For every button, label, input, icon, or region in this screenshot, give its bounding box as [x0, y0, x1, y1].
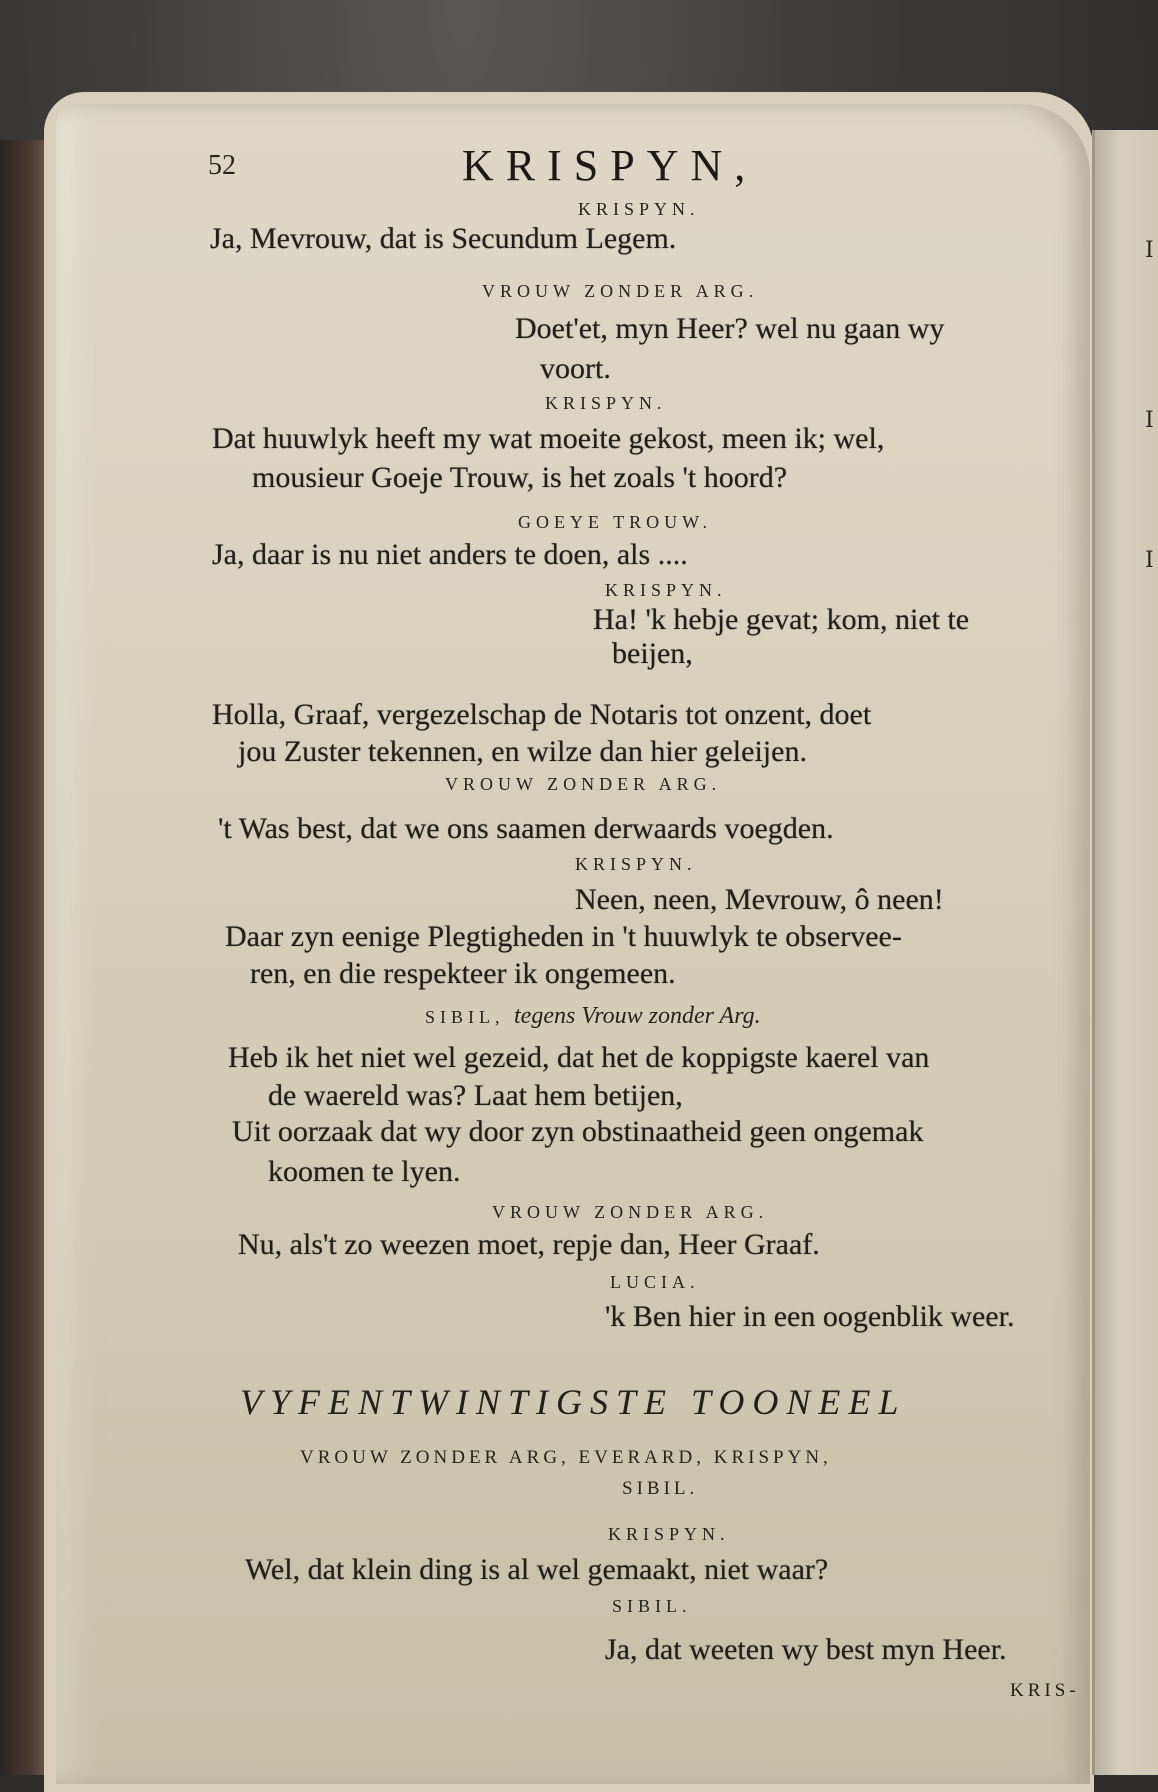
speech-line: beijen,	[612, 637, 693, 670]
speech-line: Daar zyn eenige Plegtigheden in 't huuwlyk te observee-	[225, 920, 902, 953]
speaker-label: VROUW ZONDER ARG.	[482, 281, 759, 301]
facing-page-glyph: I	[1145, 238, 1154, 263]
speaker-label: SIBIL.	[612, 1596, 692, 1616]
speech-line: Nu, als't zo weezen moet, repje dan, Heer Graaf.	[238, 1228, 820, 1261]
speech-line: 't Was best, dat we ons saamen derwaards voegden.	[218, 812, 834, 845]
speaker-label: KRISPYN.	[608, 1524, 730, 1544]
running-head: KRISPYN,	[462, 141, 758, 190]
speaker-name: SIBIL,	[425, 1007, 505, 1027]
speech-line: de waereld was? Laat hem betijen,	[268, 1079, 683, 1112]
speech-line: mousieur Goeje Trouw, is het zoals 't hoord?	[252, 461, 788, 494]
speech-line: Neen, neen, Mevrouw, ô neen!	[575, 883, 944, 916]
facing-page-glyph: I	[1145, 408, 1154, 433]
page-number: 52	[208, 150, 236, 181]
speech-line: Uit oorzaak dat wy door zyn obstinaatheid geen ongemak	[232, 1115, 924, 1148]
speech-line: Ja, daar is nu niet anders te doen, als ....	[212, 538, 688, 571]
speaker-label	[425, 1005, 761, 1028]
speaker-label: LUCIA.	[610, 1272, 700, 1292]
speech-line: jou Zuster tekennen, en wilze dan hier geleijen.	[238, 735, 807, 768]
speech-line: Heb ik het niet wel gezeid, dat het de koppigste kaerel van	[228, 1041, 930, 1074]
speaker-label: GOEYE TROUW.	[518, 512, 712, 532]
speaker-label: KRISPYN.	[545, 393, 667, 413]
speech-line: Holla, Graaf, vergezelschap de Notaris tot onzent, doet	[212, 698, 872, 731]
speech-line: Ja, dat weeten wy best myn Heer.	[605, 1633, 1007, 1666]
stage-direction: tegens Vrouw zonder Arg.	[514, 1003, 761, 1029]
speaker-label: KRISPYN.	[605, 580, 727, 600]
scene-title: VYFENTWINTIGSTE TOONEEL	[240, 1382, 907, 1422]
speech-line: Dat huuwlyk heeft my wat moeite gekost, meen ik; wel,	[212, 422, 885, 455]
speech-line: Ja, Mevrouw, dat is Secundum Legem.	[210, 222, 677, 255]
speech-line: ren, en die respekteer ik ongemeen.	[250, 957, 676, 990]
cast-list: VROUW ZONDER ARG, EVERARD, KRISPYN,	[300, 1447, 832, 1468]
facing-page-edge	[1092, 130, 1158, 1775]
speaker-label: KRISPYN.	[575, 854, 697, 874]
speaker-label: VROUW ZONDER ARG.	[492, 1202, 769, 1222]
speech-line: Wel, dat klein ding is al wel gemaakt, niet waar?	[245, 1553, 829, 1586]
speaker-label: KRISPYN.	[578, 199, 700, 219]
facing-page-glyph: I	[1145, 548, 1154, 573]
cast-list-continued: SIBIL.	[622, 1478, 699, 1499]
speech-line: Ha! 'k hebje gevat; kom, niet te	[593, 603, 970, 636]
speech-line: 'k Ben hier in een oogenblik weer.	[605, 1300, 1015, 1333]
speech-line: koomen te lyen.	[268, 1155, 461, 1188]
speaker-label: VROUW ZONDER ARG.	[445, 774, 722, 794]
speech-line: voort.	[540, 352, 611, 385]
catchword: KRIS-	[1010, 1680, 1080, 1701]
speech-line: Doet'et, myn Heer? wel nu gaan wy	[515, 312, 945, 345]
